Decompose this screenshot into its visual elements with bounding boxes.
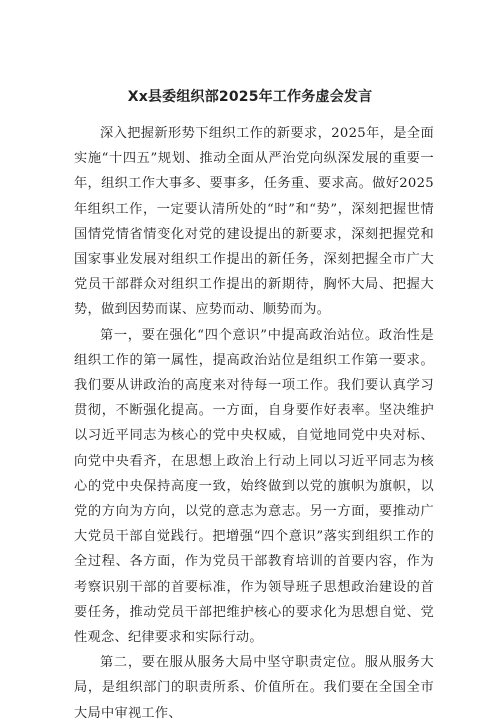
paragraph-intro: 深入把握新形势下组织工作的新要求，2025年，是全面实施“十四五”规划、推动全面从严治党向纵深发展的重要一年，组织工作大事多、要事多，任务重、要求高。做好2025年组织工作，一定要认清所处的“时”和“势”，深刻把握世情国情党情省情变化对党的建设提出的新要求，深刻把握党和国家事业发展对组织工作提出的新任务，深刻把握全市广大党员干部群众对组织工作提出的新期待，胸怀大局、把握大势，做到因势而谋、应势而动、顺势而为。 bbox=[74, 126, 434, 318]
paragraph-first-point: 第一，要在强化“四个意识”中提高政治站位。政治性是组织工作的第一属性，提高政治站位是组织工作第一要求。我们要从讲政治的高度来对待每一项工作。我们要认真学习贯彻，不断强化提高。一方面，自身要作好表率。坚决维护以习近平同志为核心的党中央权威，自觉地同党中央对标、向党中央看齐，在思想上政治上行动上同以习近平同志为核心的党中央保持高度一致，始终做到以党的旗帜为旗帜，以党的方向为方向，以党的意志为意志。另一方面，要推动广大党员干部自觉践行。把增强“四个意识”落实到组织工作的全过程、各方面，作为党员干部教育培训的首要内容，作为考察识别干部的首要标准，作为领导班子思想政治建设的首要任务，推动党员干部把维护核心的要求化为思想自觉、党性观念、纪律要求和实际行动。 bbox=[74, 327, 434, 646]
document-body bbox=[74, 121, 434, 726]
document-title: Xx县委组织部2025年工作务虚会发言 bbox=[127, 89, 373, 105]
paragraph-second-point: 第二，要在服从服务大局中坚守职责定位。服从服务大局，是组织部门的职责所系、价值所在。我们要在全国全市大局中审视工作、 bbox=[74, 655, 434, 721]
